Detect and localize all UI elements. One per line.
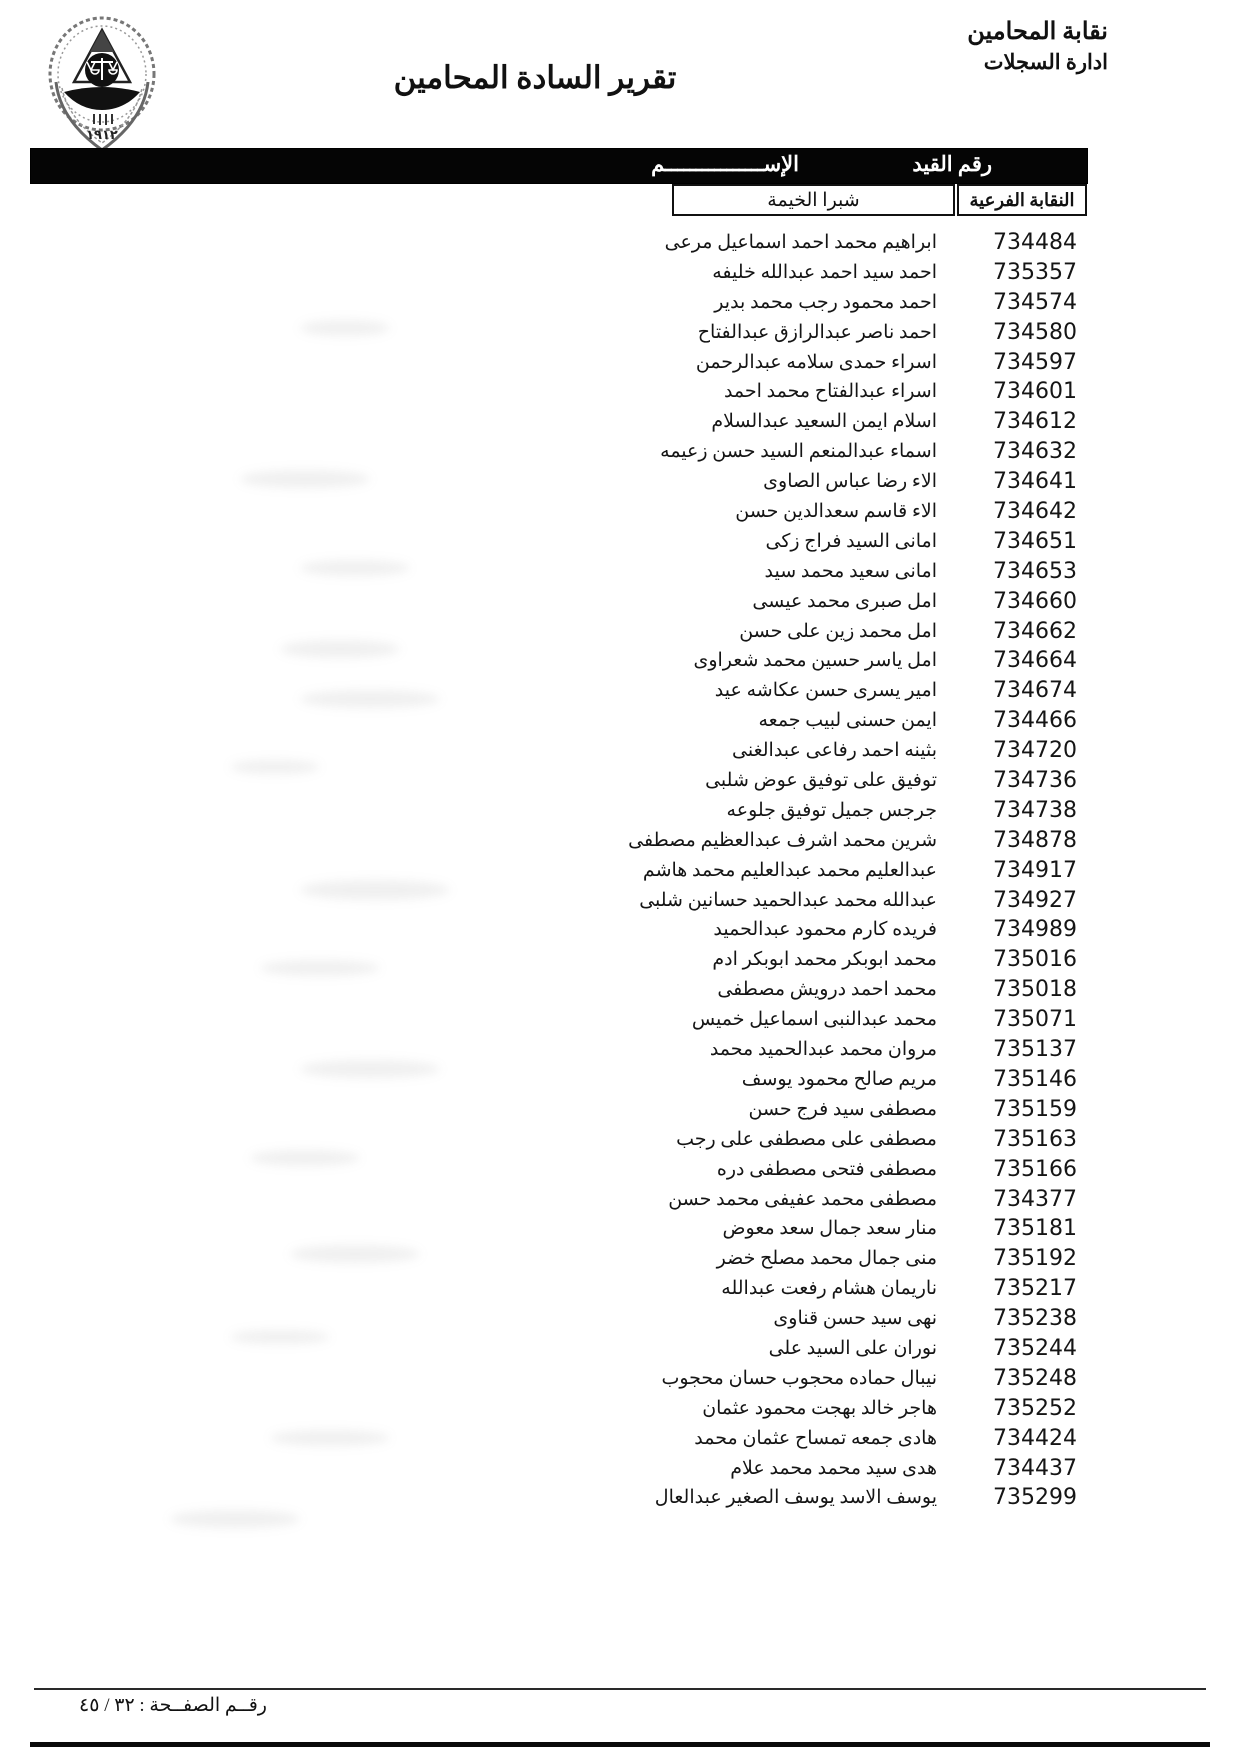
registration-number: 734653 <box>993 558 1077 584</box>
registration-number: 735146 <box>993 1066 1077 1092</box>
page-title: تقرير السادة المحامين <box>393 60 677 95</box>
registration-number: 735166 <box>993 1156 1077 1182</box>
lawyer-name: نيبال حماده محجوب حسان محجوب <box>661 1367 937 1389</box>
registration-number: 735192 <box>993 1246 1077 1272</box>
registration-number: 735016 <box>993 947 1077 973</box>
table-row <box>0 975 1240 1005</box>
org-department: ادارة السجلات <box>983 50 1108 75</box>
table-row <box>0 497 1240 527</box>
scan-smudge <box>230 1330 330 1344</box>
table-row <box>0 617 1240 647</box>
scan-smudge <box>230 760 320 774</box>
table-row <box>0 676 1240 706</box>
table-row <box>0 1065 1240 1095</box>
table-row <box>0 706 1240 736</box>
lawyer-name: بثينه احمد رفاعى عبدالغنى <box>732 740 937 762</box>
table-row <box>0 1334 1240 1364</box>
scan-smudge <box>260 960 380 976</box>
table-row <box>0 1095 1240 1125</box>
lawyer-name: توفيق على توفيق عوض شلبى <box>705 770 937 792</box>
registration-number: 734484 <box>993 230 1077 255</box>
lawyer-name: الاء قاسم سعدالدين حسن <box>735 501 937 523</box>
table-row <box>0 886 1240 916</box>
lawyer-name: محمد ابوبكر محمد ابوبكر ادم <box>712 949 937 971</box>
registration-number: 734662 <box>993 618 1077 644</box>
table-row <box>0 1304 1240 1334</box>
table-row <box>0 1035 1240 1065</box>
lawyer-name: امانى السيد فراج زكى <box>765 530 937 552</box>
registration-number: 734664 <box>993 648 1077 674</box>
lawyer-name: اسراء حمدى سلامه عبدالرحمن <box>695 351 937 373</box>
registration-number: 735181 <box>993 1216 1077 1242</box>
registration-number: 735248 <box>993 1365 1077 1391</box>
org-name: نقابة المحامين <box>967 19 1108 45</box>
table-row <box>0 1125 1240 1155</box>
lawyer-name: شرين محمد اشرف عبدالعظيم مصطفى <box>628 829 937 851</box>
branch-label: النقابة الفرعية <box>957 184 1087 216</box>
registration-number: 735137 <box>993 1037 1077 1063</box>
table-row <box>0 377 1240 407</box>
scan-smudge <box>280 640 400 658</box>
lawyer-name: احمد ناصر عبدالرازق عبدالفتاح <box>697 321 937 343</box>
lawyer-name: مصطفى فتحى مصطفى دره <box>716 1158 937 1180</box>
table-row <box>0 318 1240 348</box>
registration-number: 734580 <box>993 319 1077 345</box>
table-row <box>0 1005 1240 1035</box>
table-row <box>0 1155 1240 1185</box>
lawyer-name: عبدالله محمد عبدالحميد حسانين شلبى <box>639 889 937 911</box>
lawyer-name: محمد احمد درويش مصطفى <box>717 979 937 1001</box>
column-header-name: الإســــــــــــــــم <box>651 152 799 176</box>
registration-number: 734437 <box>993 1455 1077 1481</box>
table-row <box>0 1364 1240 1394</box>
table-row <box>0 736 1240 766</box>
table-row <box>0 407 1240 437</box>
page-number: رقــم الصفــحة : ٣٢ / ٤٥ <box>79 1695 267 1716</box>
table-row <box>0 796 1240 826</box>
scan-smudge <box>240 470 370 488</box>
lawyer-name: احمد سيد احمد عبدالله خليفه <box>712 261 937 283</box>
registration-number: 734597 <box>993 349 1077 375</box>
registration-number: 734377 <box>993 1186 1077 1212</box>
registration-number: 734736 <box>993 768 1077 794</box>
scan-smudge <box>290 1245 420 1263</box>
lawyer-name: ابراهيم محمد احمد اسماعيل مرعى <box>664 232 937 253</box>
registration-number: 734674 <box>993 678 1077 704</box>
registration-number: 734720 <box>993 738 1077 764</box>
lawyer-name: امير يسرى حسن عكاشه عيد <box>714 680 937 702</box>
table-row <box>0 1394 1240 1424</box>
lawyer-name: امل ياسر حسين محمد شعراوى <box>693 650 937 672</box>
lawyer-name: محمد عبدالنبى اسماعيل خميس <box>691 1009 937 1031</box>
lawyer-name: ايمن حسنى لبيب جمعه <box>758 710 937 732</box>
lawyer-name: فريده كارم محمود عبدالحميد <box>713 919 937 941</box>
table-row <box>0 587 1240 617</box>
lawyer-name: منى جمال محمد مصلح خضر <box>716 1248 937 1270</box>
registration-number: 734642 <box>993 499 1077 525</box>
lawyer-name: يوسف الاسد يوسف الصغير عبدالعال <box>654 1487 937 1509</box>
lawyer-name: جرجس جميل توفيق جلوعه <box>726 799 937 821</box>
lawyer-name: مروان محمد عبدالحميد محمد <box>709 1039 937 1061</box>
table-row <box>0 467 1240 497</box>
table-row <box>0 1454 1240 1484</box>
lawyers-table-rows <box>0 228 1240 1513</box>
lawyer-name: امل محمد زين على حسن <box>739 620 937 642</box>
table-row <box>0 557 1240 587</box>
table-row <box>0 1274 1240 1304</box>
registration-number: 734738 <box>993 797 1077 823</box>
lawyer-name: امانى سعيد محمد سيد <box>764 560 937 582</box>
lawyer-name: نهى سيد حسن قناوى <box>773 1308 937 1330</box>
scan-smudge <box>170 1510 300 1528</box>
table-row <box>0 228 1240 258</box>
lawyer-name: عبدالعليم محمد عبدالعليم محمد هاشم <box>642 859 937 881</box>
registration-number: 735159 <box>993 1096 1077 1122</box>
registration-number: 734641 <box>993 469 1077 495</box>
table-row <box>0 646 1240 676</box>
registration-number: 734927 <box>993 887 1077 913</box>
lawyer-name: ناريمان هشام رفعت عبدالله <box>721 1278 937 1300</box>
lawyer-name: هادى جمعه تمساح عثمان محمد <box>694 1427 937 1449</box>
registration-number: 734917 <box>993 857 1077 883</box>
registration-number: 735071 <box>993 1007 1077 1033</box>
table-row <box>0 826 1240 856</box>
emblem-year: ١٩١٢ <box>86 128 118 143</box>
scan-smudge <box>250 1150 360 1166</box>
registration-number: 735252 <box>993 1395 1077 1421</box>
table-row <box>0 258 1240 288</box>
registration-number: 734424 <box>993 1425 1077 1451</box>
registration-number: 734878 <box>993 827 1077 853</box>
registration-number: 734632 <box>993 439 1077 465</box>
table-row <box>0 437 1240 467</box>
lawyer-name: منار سعد جمال سعد معوض <box>722 1218 937 1240</box>
registration-number: 735163 <box>993 1126 1077 1152</box>
table-row <box>0 348 1240 378</box>
registration-number: 735299 <box>993 1485 1077 1511</box>
table-row <box>0 288 1240 318</box>
lawyer-name: اسلام ايمن السعيد عبدالسلام <box>711 411 937 433</box>
table-row <box>0 527 1240 557</box>
registration-number: 734574 <box>993 289 1077 315</box>
lawyer-name: امل صبرى محمد عيسى <box>752 590 937 612</box>
lawyer-name: نوران على السيد على <box>768 1337 937 1359</box>
lawyer-name: الاء رضا عباس الصاوى <box>763 471 937 493</box>
registration-number: 734601 <box>993 379 1077 405</box>
registration-number: 734612 <box>993 409 1077 435</box>
scan-smudge <box>300 690 440 708</box>
footer-divider <box>34 1688 1206 1690</box>
lawyer-name: مصطفى على مصطفى على رجب <box>676 1128 937 1150</box>
lawyer-name: اسماء عبدالمنعم السيد حسن زعيمه <box>660 441 937 463</box>
lawyer-name: هاجر خالد بهجت محمود عثمان <box>702 1397 937 1419</box>
table-row <box>0 1185 1240 1215</box>
lawyer-name: هدى سيد محمد محمد علام <box>730 1457 937 1479</box>
table-row <box>0 1214 1240 1244</box>
registration-number: 735238 <box>993 1306 1077 1332</box>
table-row <box>0 945 1240 975</box>
table-row <box>0 1424 1240 1454</box>
lawyer-name: مصطفى محمد عفيفى محمد حسن <box>668 1188 937 1210</box>
registration-number: 735357 <box>993 259 1077 285</box>
registration-number: 735018 <box>993 977 1077 1003</box>
lawyer-name: احمد محمود رجب محمد بدير <box>714 291 937 313</box>
registration-number: 734651 <box>993 528 1077 554</box>
table-row <box>0 915 1240 945</box>
column-header-registration-number: رقم القيد <box>912 152 992 176</box>
table-row <box>0 766 1240 796</box>
scan-smudge <box>300 320 390 336</box>
lawyer-name: مريم صالح محمود يوسف <box>741 1068 937 1090</box>
scan-smudge <box>300 560 410 576</box>
table-row <box>0 1483 1240 1513</box>
lawyer-name: اسراء عبدالفتاح محمد احمد <box>723 381 937 403</box>
scan-smudge <box>300 1060 440 1078</box>
lawyer-name: مصطفى سيد فرج حسن <box>748 1098 937 1120</box>
branch-value: شبرا الخيمة <box>672 184 955 216</box>
table-row <box>0 856 1240 886</box>
scan-smudge <box>300 880 450 900</box>
table-row <box>0 1244 1240 1274</box>
registration-number: 734466 <box>993 708 1077 734</box>
table-header-bar <box>30 148 1088 184</box>
registration-number: 734660 <box>993 588 1077 614</box>
registration-number: 734989 <box>993 917 1077 943</box>
bottom-border <box>30 1742 1210 1747</box>
registration-number: 735217 <box>993 1276 1077 1302</box>
registration-number: 735244 <box>993 1335 1077 1361</box>
scan-smudge <box>270 1430 390 1446</box>
